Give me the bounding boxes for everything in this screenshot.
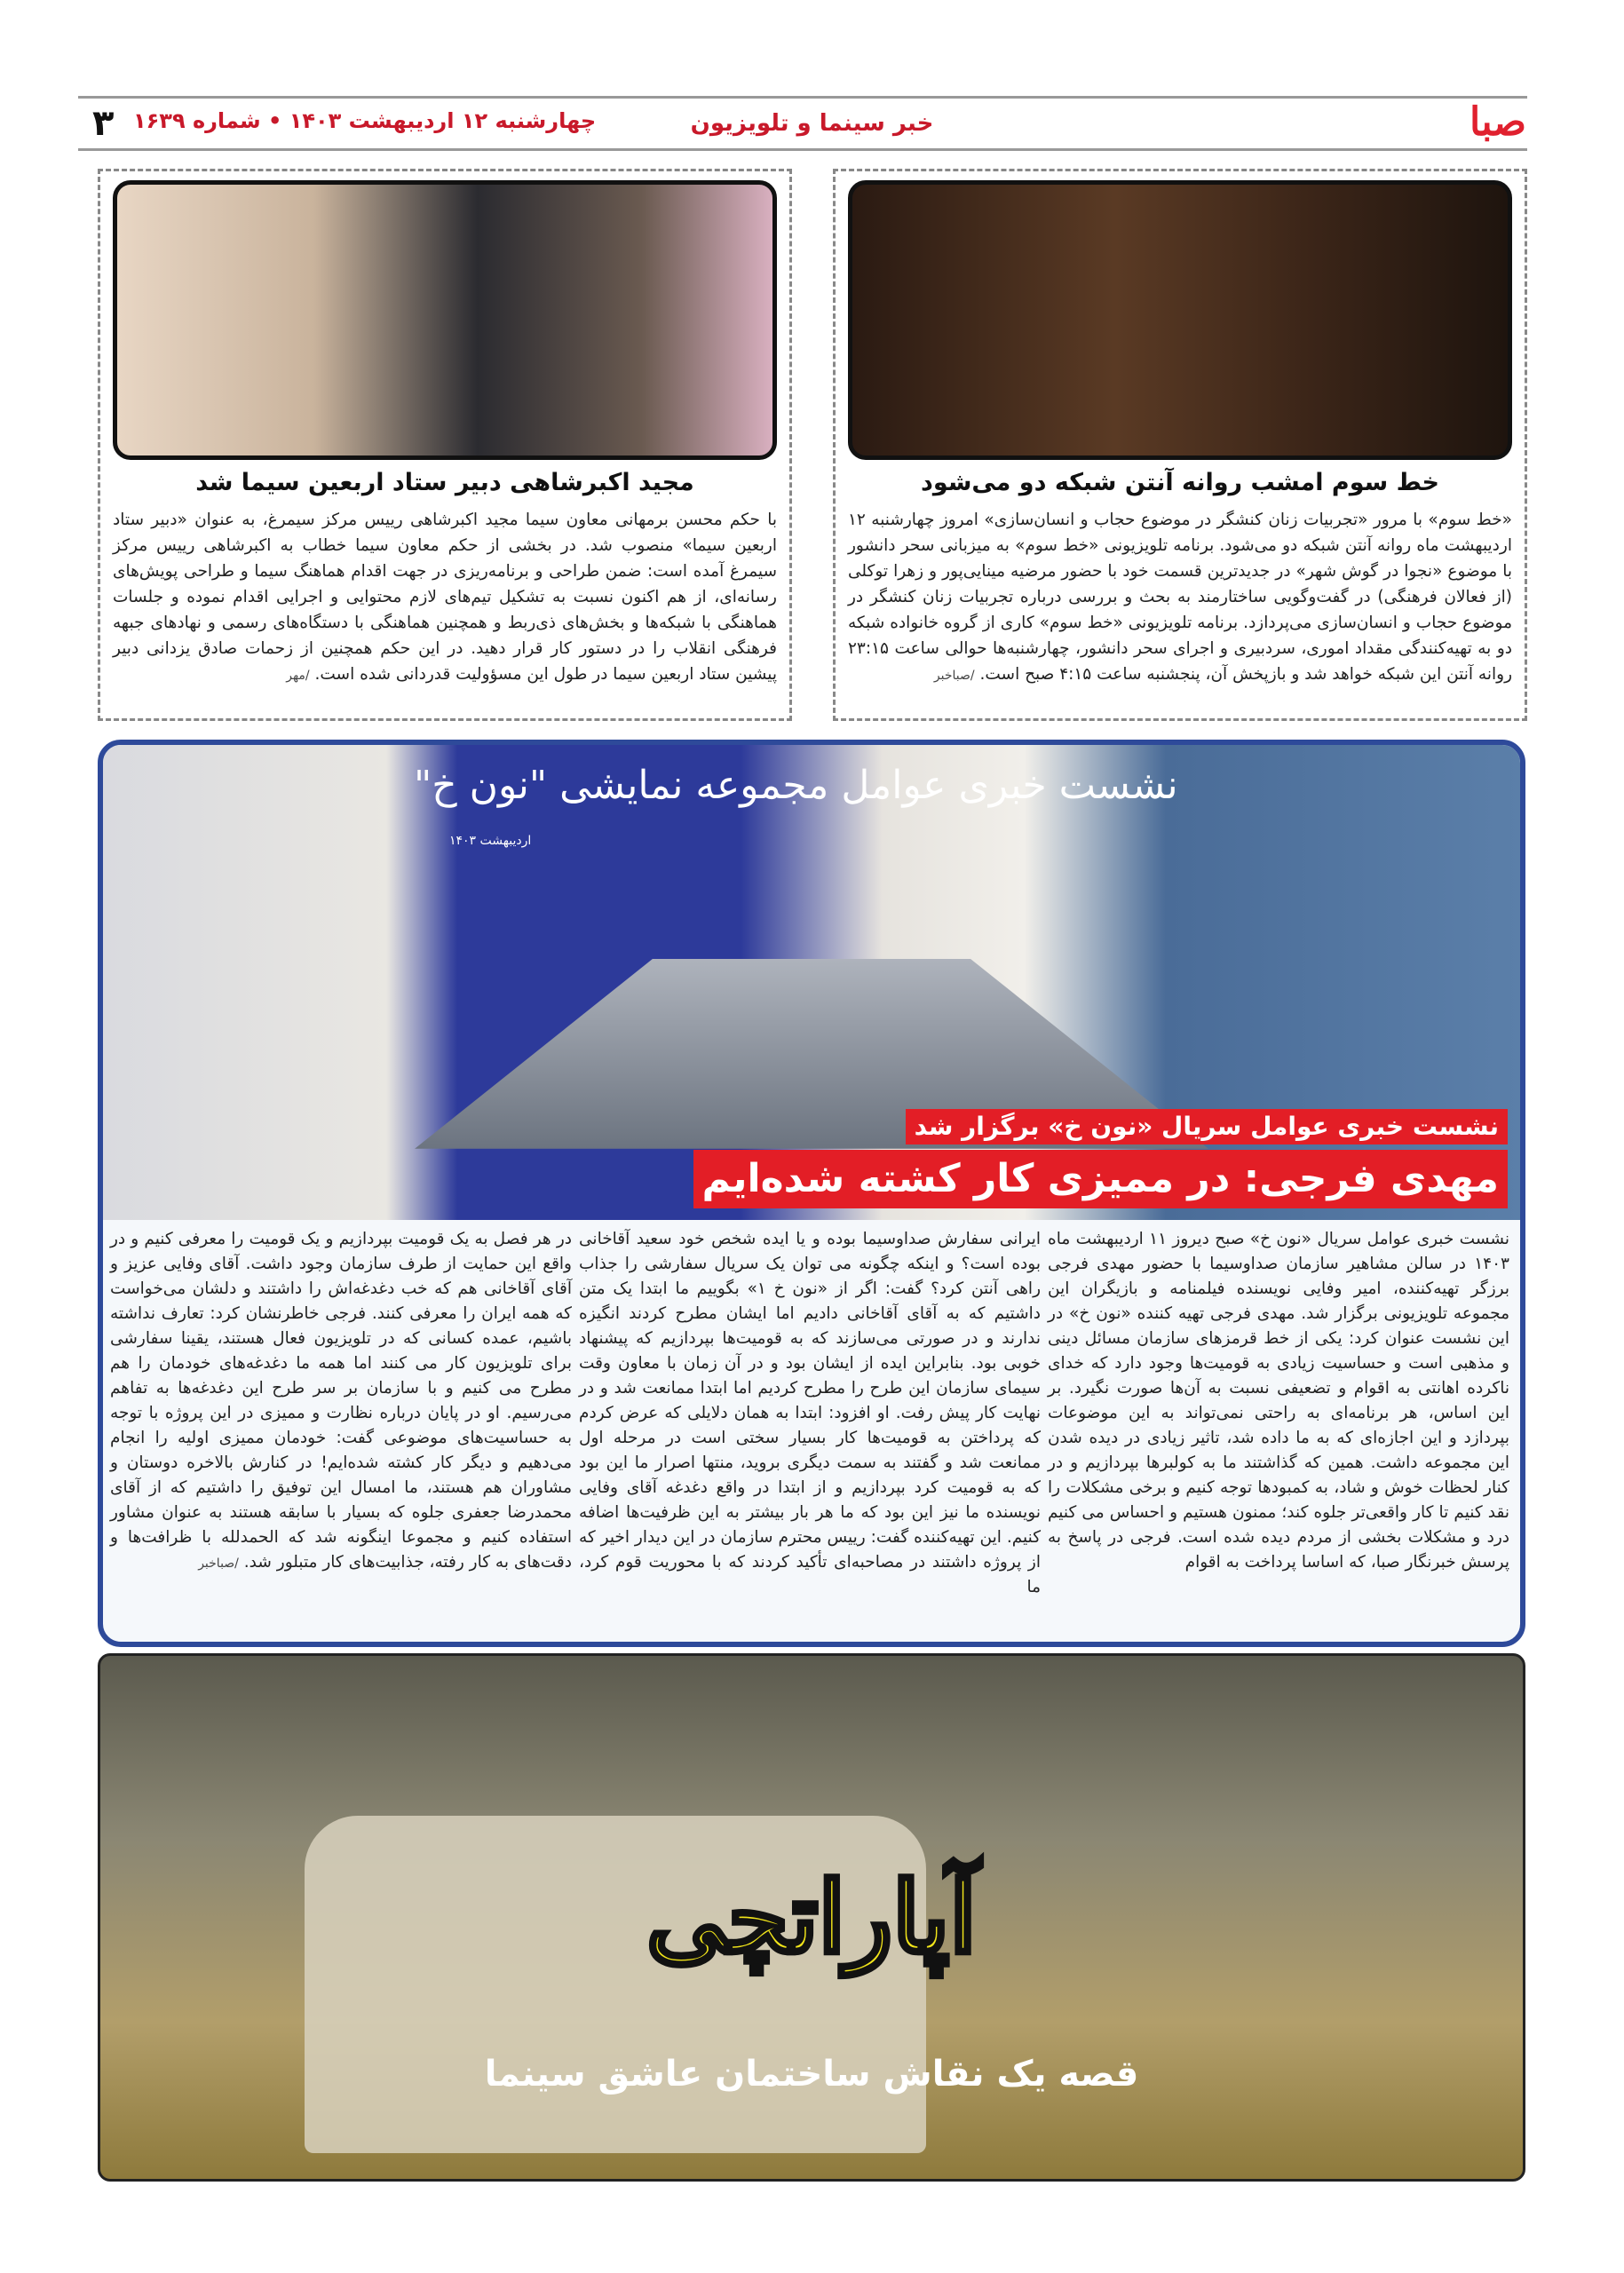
poster-title: آپاراتچی — [646, 1860, 977, 1975]
feature-title: مهدی فرجی: در ممیزی کار کشته شده‌ایم — [693, 1150, 1508, 1208]
article-right-headline: خط سوم امشب روانه آنتن شبکه دو می‌شود — [921, 469, 1439, 496]
feature-column-2: ایرانی سفارش صداوسیما بوده و یا ایده شخص خود سعید آقاخانی بوده است؟ و اینکه چگونه می توان یک سریال سفارشی را جذاب راهی آنتن کرد؟ گفت: اگر از «نون خ ۱» بگوییم ما ابتدا یک متن داشتیم که به آقای آقاخانی دادیم اما ایشان مطرح کردند انگیزه ندارند و در صورتی می‌سازند که به قومیت‌ها بپردازیم که پیشنهاد خوبی بود. بنابراین ایده از ایشان بود و در آن زمان با معاون وقت سیمای سازمان این طرح را مطرح کردیم اما ابتدا ممانعت شد و در نهایت کار پیش رفت. او افزود: ابتدا به همان دلایلی که عرض کردم که پرداختن به قومیت‌ها کار بسیار سختی است در مرحله اول ممانعت شد و گفتند به سمت دیگری بروید، منتها اصرار ما این بود که به قومیت کرد بپردازیم و از ابتدا در واقع دغدغه آقای وفایی نویسنده ما نیز این بود که ما هر بار بیشتر به این ظرفیت‌ها اضافه کنیم. این تهیه‌کننده گفت: رییس محترم سازمان در این دیدار اخیر که از پروژه داشتند در مصاحبه‌ای تأکید کردند که با محوریت قوم کرد، ما — [579, 1230, 1041, 1596]
issue-date: چهارشنبه ۱۲ اردیبهشت ۱۴۰۳ • شماره ۱۶۳۹ — [133, 108, 597, 133]
article-left-source: /مهر — [286, 669, 310, 683]
photo-banner-date: اردیبهشت ۱۴۰۳ — [449, 834, 532, 848]
feature-kicker: نشست خبری عوامل سریال «نون خ» برگزار شد — [906, 1109, 1508, 1144]
photo-banner-text: نشست خبری عوامل مجموعه نمایشی "نون خ" — [414, 763, 1178, 808]
article-right — [833, 169, 1527, 721]
feature-column-3 — [110, 1227, 572, 1576]
article-left-body — [113, 507, 777, 689]
article-right-body — [848, 507, 1512, 689]
article-right-source: /صباخبر — [933, 669, 975, 683]
series-poster — [98, 1653, 1525, 2182]
section-title: خبر سینما و تلویزیون — [690, 110, 934, 137]
article-left-text: با حکم محسن برمهانی معاون سیما مجید اکبرشاهی رییس مرکز سیمرغ، به عنوان «دبیر ستاد اربعین سیما» منصوب شد. در بخشی از حکم معاون سیما خطاب به اکبرشاهی رییس مرکز سیمرغ آمده است: ضمن طراحی و برنامه‌ریزی در جهت اقدام هماهنگ سیما و طراحی پویش‌های رسانه‌ای، از هم اکنون نسبت به تشکیل تیم‌های لازم محتوایی و اجرایی اقدام نموده و جلسات هماهنگی با شبکه‌ها و بخش‌های ذی‌ربط و همچنین هماهنگی با دستگاه‌های رسمی و نهادهای جبهه فرهنگی انقلاب را در دستور کار قرار دهید. در این حکم همچنین از زحمات صادق یزدانی دبیر پیشین ستاد اربعین سیما در طول این مسؤولیت قدردانی شده است. — [113, 511, 777, 684]
feature-source: /صباخبر — [198, 1556, 239, 1571]
article-left-photo — [113, 180, 777, 460]
newspaper-logo: صبا — [1469, 99, 1526, 145]
feature-column-3-text: در هر فصل به یک قومیت بپردازیم و یک قومیت را معرفی کنیم و در واقع این حمایت از طرف سازمان وجود داشت. آقای وفایی عزیز و آقای آقاخانی هم که خب دغدغه‌اش را داشتند و دلشان می‌خواست که همه ایران را معرفی کنند. فرجی خاطرنشان کرد: تعارف نداشته باشیم، عمده کسانی که در تلویزیون فعال هستند، یقینا سفارشی برای تلویزیون کار می کنند اما همه ما دغدغه‌های خودمان را هم مطرح می کنیم و با سازمان بر سر طرح این دغدغه‌ها به تفاهم می‌رسیم. او در پایان درباره نظارت و ممیزی در این پروژه با توجه به حساسیت‌های موضوعی گفت: خودمان ممیزی اولیه را انجام می‌دهیم و دیگر کار کشته شده‌ایم! در کنارش بالاخره دوستان و مشاوران هم هستند، ما امسال این توفیق را داشتیم که از آقای محمدرضا جعفری جلوه که بسیار با سابقه هستند به عنوان مشاور استفاده کنیم و مجموعا اینگونه شد که الحمدلله با ظرافت‌ها و دقت‌های به کار رفته، جذابیت‌های کار متبلور شد. — [110, 1230, 572, 1572]
feature-column-1: نشست خبری عوامل سریال «نون خ» صبح دیروز ۱۱ اردیبهشت ماه ۱۴۰۳ در سالن مشاهیر سازمان صداوسیما با حضور مهدی فرجی برزگر تهیه‌کننده، امیر وفایی نویسنده فیلمنامه و بازیگران این مجموعه تلویزیونی برگزار شد. مهدی فرجی تهیه کننده «نون خ» در این نشست عنوان کرد: یکی از خط قرمزهای سازمان مسائل دینی و مذهبی است و حساسیت زیادی به قومیت‌ها وجود دارد که خدای ناکرده اهانتی به اقوام و تضعیفی نسبت به آن‌ها صورت نگیرد. بر این اساس، هر برنامه‌ای به راحتی نمی‌تواند به این موضوعات بپردازد و این اجازه‌ای که به ما داده شد، تاثیر زیادی در دیده شدن این مجموعه داشت. همین که گذاشتند ما به کولبرها بپردازیم و در کنار لحظات خوش و شاد، به کمبودها توجه کنیم و برخی مشکلات را نقد کنیم تا کار واقعی‌تر جلوه کند؛ ممنون هستیم و احساس می کنیم درد و مشکلات بخشی از مردم دیده شده است. فرجی در پاسخ به پرسش خبرنگار صبا، که اساسا پرداخت به اقوام — [1048, 1230, 1509, 1572]
header-top-rule — [78, 96, 1527, 99]
header-bottom-rule — [78, 148, 1527, 151]
poster-subtitle: قصه یک نقاش ساختمان عاشق سینما — [484, 2054, 1139, 2095]
article-left — [98, 169, 792, 721]
feature-article — [98, 740, 1525, 1647]
press-conference-photo — [103, 745, 1520, 1220]
article-left-headline: مجید اکبرشاهی دبیر ستاد اربعین سیما شد — [195, 469, 694, 496]
article-right-photo — [848, 180, 1512, 460]
page-number: ۳ — [92, 103, 115, 144]
article-right-text: «خط سوم» با مرور «تجربیات زنان کنشگر در موضوع حجاب و انسان‌سازی» امروز چهارشنبه ۱۲ اردیبهشت ماه روانه آنتن شبکه دو می‌شود. برنامه تلویزیونی «خط سوم» به میزبانی سحر دانشور با موضوع «نجوا در گوش شهر» در جدیدترین قسمت خود با حضور مرضیه مینایی‌پور و زهرا توکلی (از فعالان فرهنگی) در گفت‌وگویی ساختارمند به بحث و بررسی درباره تجربیات زنان کنشگر در موضوع حجاب و انسان‌سازی می‌پردازد. برنامه تلویزیونی «خط سوم» کاری از گروه خانواده شبکه دو به تهیه‌کنندگی مقداد اموری، سردبیری و اجرای سحر دانشور، چهارشنبه‌ها حوالی ساعت ۲۳:۱۵ روانه آنتن این شبکه خواهد شد و بازپخش آن، پنجشنبه ساعت ۴:۱۵ صبح است. — [848, 511, 1512, 684]
